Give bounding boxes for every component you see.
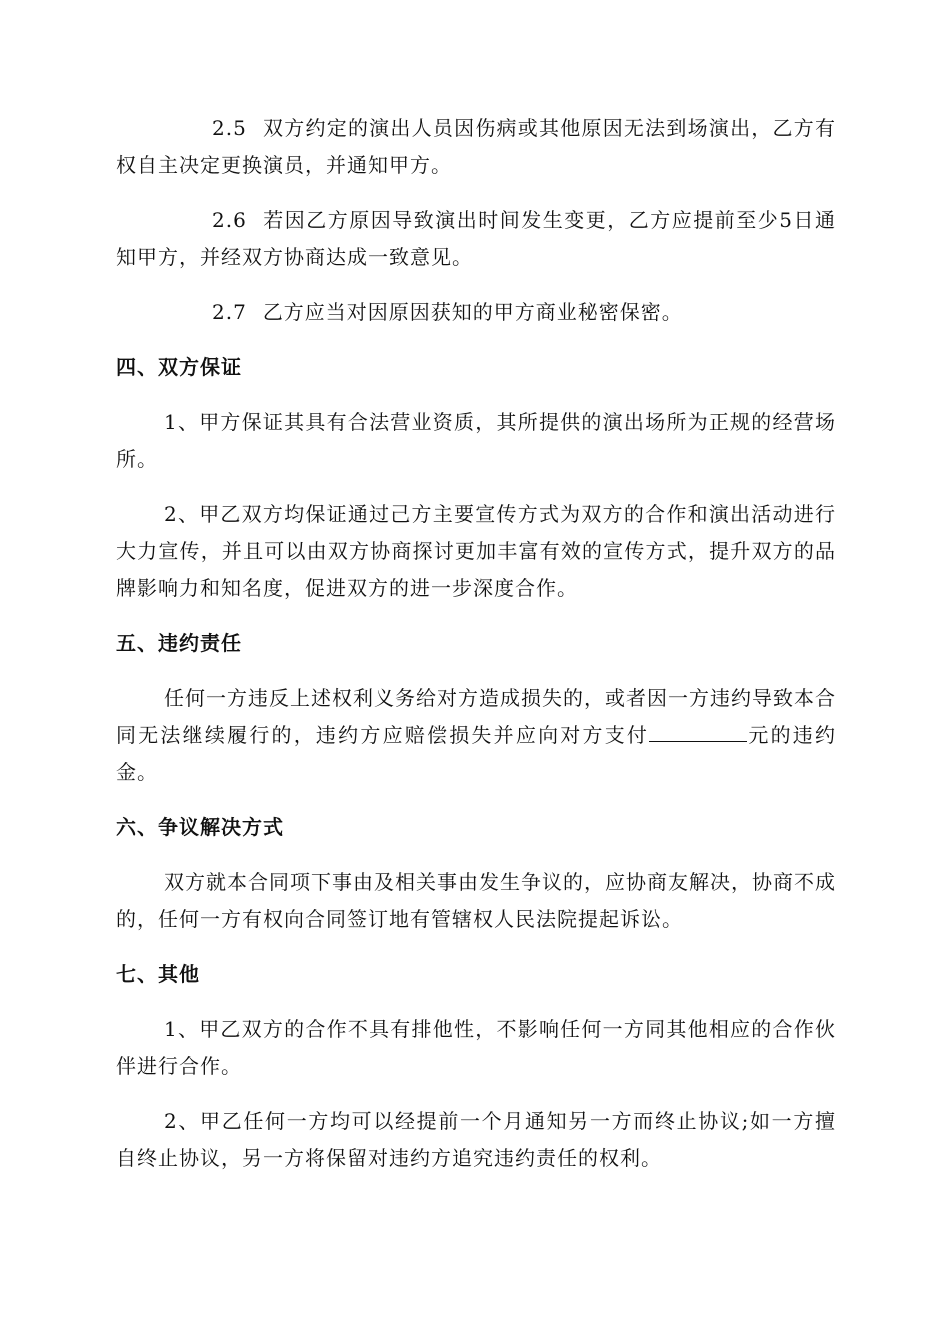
section-7-para-1: 1、甲乙双方的合作不具有排他性，不影响任何一方同其他相应的合作伙伴进行合作。 xyxy=(116,1017,836,1078)
clause-2-6 xyxy=(116,202,836,276)
section-4-para-1: 1、甲方保证其具有合法营业资质，其所提供的演出场所为正规的经营场所。 xyxy=(116,410,836,471)
clause-text: 乙方应当对因原因获知的甲方商业秘密保密。 xyxy=(262,300,683,324)
penalty-text-before: 任何一方违反上述权利义务给对方造成损失的，或者因一方违约导致本合同无法继续履行的，违约方应赔偿损失并应向对方支付 xyxy=(116,686,836,747)
penalty-text-after: 元的违约金。 xyxy=(116,723,837,784)
section-5-para xyxy=(116,680,836,791)
penalty-amount-blank xyxy=(649,721,747,742)
clause-number: 2.5 xyxy=(212,116,247,140)
clause-2-7 xyxy=(116,294,836,331)
section-7-para-2: 2、甲乙任何一方均可以经提前一个月通知另一方而终止协议;如一方擅自终止协议，另一方将保留对违约方追究违约责任的权利。 xyxy=(116,1109,836,1170)
section-4-heading: 四、双方保证 xyxy=(116,355,242,379)
clause-number: 2.7 xyxy=(212,300,247,324)
section-6-heading: 六、争议解决方式 xyxy=(116,815,284,839)
clause-text: 双方约定的演出人员因伤病或其他原因无法到场演出，乙方有权自主决定更换演员，并通知甲方。 xyxy=(116,116,836,177)
clause-number: 2.6 xyxy=(212,208,247,232)
section-4-para-2: 2、甲乙双方均保证通过己方主要宣传方式为双方的合作和演出活动进行大力宣传，并且可以由双方协商探讨更加丰富有效的宣传方式，提升双方的品牌影响力和知名度，促进双方的进一步深度合作。 xyxy=(116,502,836,600)
section-6-para-1: 双方就本合同项下事由及相关事由发生争议的，应协商友解决，协商不成的，任何一方有权向合同签订地有管辖权人民法院提起诉讼。 xyxy=(116,870,836,931)
clause-2-5 xyxy=(116,110,836,184)
clause-text: 若因乙方原因导致演出时间发生变更，乙方应提前至少5日通知甲方，并经双方协商达成一致意见。 xyxy=(116,208,836,269)
section-7-heading: 七、其他 xyxy=(116,962,200,986)
document-page xyxy=(116,110,836,1195)
section-5-heading: 五、违约责任 xyxy=(116,631,242,655)
